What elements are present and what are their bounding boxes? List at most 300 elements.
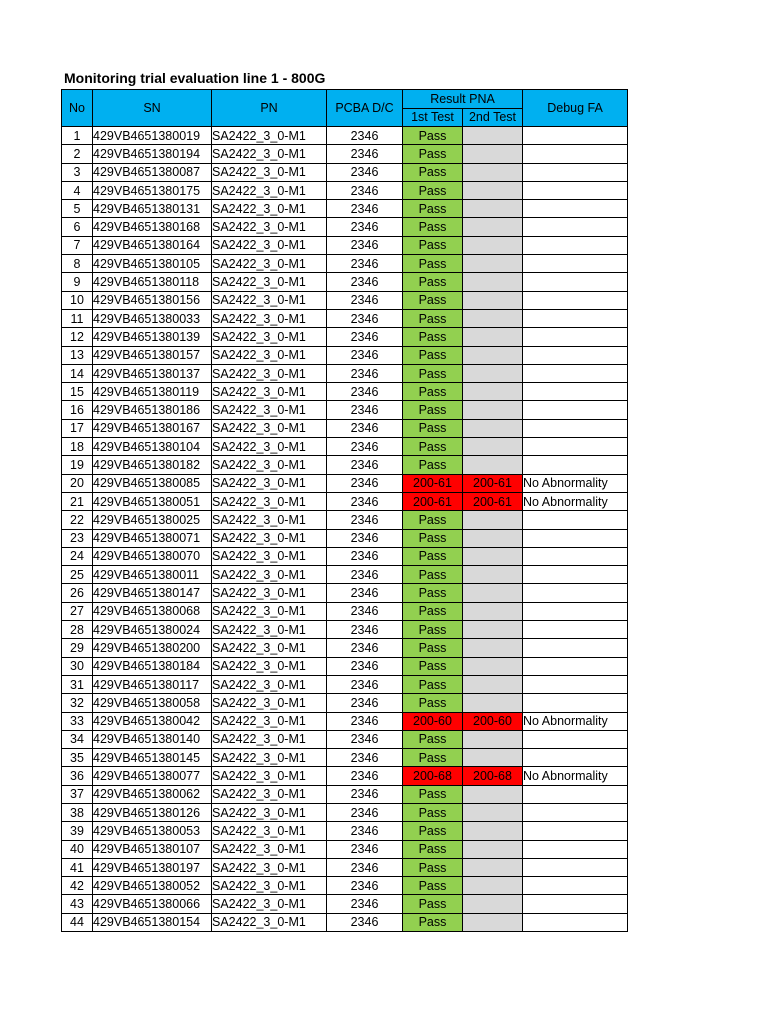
row-debug-fa-cell: [523, 657, 628, 675]
row-no-cell: 23: [62, 529, 93, 547]
row-pn-cell: SA2422_3_0-M1: [212, 529, 327, 547]
row-no-cell: 33: [62, 712, 93, 730]
row-debug-fa-cell: [523, 145, 628, 163]
row-debug-fa-cell: [523, 419, 628, 437]
row-1st-test-cell: Pass: [403, 785, 463, 803]
row-debug-fa-cell: [523, 822, 628, 840]
row-pn-cell: SA2422_3_0-M1: [212, 291, 327, 309]
row-sn-cell: 429VB4651380157: [93, 346, 212, 364]
row-pn-cell: SA2422_3_0-M1: [212, 639, 327, 657]
row-pn-cell: SA2422_3_0-M1: [212, 181, 327, 199]
row-no-cell: 37: [62, 785, 93, 803]
row-2nd-test-cell: [463, 803, 523, 821]
row-2nd-test-cell: [463, 730, 523, 748]
row-pcba-dc-cell: 2346: [327, 328, 403, 346]
row-debug-fa-cell: [523, 328, 628, 346]
table-row: [62, 822, 628, 840]
row-1st-test-cell: Pass: [403, 511, 463, 529]
row-debug-fa-cell: [523, 749, 628, 767]
row-1st-test-cell: 200-61: [403, 492, 463, 510]
row-2nd-test-cell: [463, 602, 523, 620]
row-debug-fa-cell: [523, 163, 628, 181]
row-sn-cell: 429VB4651380156: [93, 291, 212, 309]
row-pn-cell: SA2422_3_0-M1: [212, 364, 327, 382]
table-row: [62, 511, 628, 529]
row-2nd-test-cell: [463, 529, 523, 547]
row-1st-test-cell: Pass: [403, 730, 463, 748]
row-debug-fa-cell: No Abnormality: [523, 492, 628, 510]
row-sn-cell: 429VB4651380117: [93, 675, 212, 693]
row-sn-cell: 429VB4651380077: [93, 767, 212, 785]
row-pcba-dc-cell: 2346: [327, 803, 403, 821]
row-no-cell: 12: [62, 328, 93, 346]
table-row: [62, 364, 628, 382]
row-no-cell: 42: [62, 877, 93, 895]
row-2nd-test-cell: [463, 200, 523, 218]
row-debug-fa-cell: [523, 236, 628, 254]
table-row: [62, 328, 628, 346]
row-no-cell: 30: [62, 657, 93, 675]
row-1st-test-cell: Pass: [403, 803, 463, 821]
row-no-cell: 41: [62, 858, 93, 876]
row-sn-cell: 429VB4651380011: [93, 566, 212, 584]
row-pcba-dc-cell: 2346: [327, 163, 403, 181]
row-no-cell: 2: [62, 145, 93, 163]
row-pcba-dc-cell: 2346: [327, 621, 403, 639]
row-pn-cell: SA2422_3_0-M1: [212, 822, 327, 840]
row-no-cell: 26: [62, 584, 93, 602]
row-no-cell: 20: [62, 474, 93, 492]
row-1st-test-cell: Pass: [403, 236, 463, 254]
row-debug-fa-cell: [523, 401, 628, 419]
row-debug-fa-cell: No Abnormality: [523, 474, 628, 492]
row-1st-test-cell: Pass: [403, 309, 463, 327]
row-no-cell: 31: [62, 675, 93, 693]
row-debug-fa-cell: [523, 785, 628, 803]
row-pn-cell: SA2422_3_0-M1: [212, 675, 327, 693]
row-debug-fa-cell: [523, 547, 628, 565]
row-pn-cell: SA2422_3_0-M1: [212, 255, 327, 273]
row-debug-fa-cell: [523, 675, 628, 693]
row-pn-cell: SA2422_3_0-M1: [212, 803, 327, 821]
row-1st-test-cell: Pass: [403, 675, 463, 693]
row-pcba-dc-cell: 2346: [327, 529, 403, 547]
row-pn-cell: SA2422_3_0-M1: [212, 547, 327, 565]
row-no-cell: 15: [62, 383, 93, 401]
row-2nd-test-cell: [463, 438, 523, 456]
row-pn-cell: SA2422_3_0-M1: [212, 694, 327, 712]
row-debug-fa-cell: [523, 511, 628, 529]
table-body: [62, 127, 628, 932]
row-2nd-test-cell: [463, 913, 523, 931]
row-sn-cell: 429VB4651380186: [93, 401, 212, 419]
table-row: [62, 309, 628, 327]
row-sn-cell: 429VB4651380053: [93, 822, 212, 840]
row-sn-cell: 429VB4651380071: [93, 529, 212, 547]
row-pcba-dc-cell: 2346: [327, 675, 403, 693]
row-1st-test-cell: Pass: [403, 657, 463, 675]
row-sn-cell: 429VB4651380066: [93, 895, 212, 913]
row-debug-fa-cell: [523, 858, 628, 876]
row-debug-fa-cell: [523, 291, 628, 309]
row-pcba-dc-cell: 2346: [327, 438, 403, 456]
row-pn-cell: SA2422_3_0-M1: [212, 145, 327, 163]
row-pcba-dc-cell: 2346: [327, 383, 403, 401]
row-pcba-dc-cell: 2346: [327, 547, 403, 565]
row-sn-cell: 429VB4651380175: [93, 181, 212, 199]
row-1st-test-cell: Pass: [403, 566, 463, 584]
row-pn-cell: SA2422_3_0-M1: [212, 273, 327, 291]
row-debug-fa-cell: No Abnormality: [523, 767, 628, 785]
row-sn-cell: 429VB4651380051: [93, 492, 212, 510]
row-pn-cell: SA2422_3_0-M1: [212, 602, 327, 620]
row-2nd-test-cell: [463, 566, 523, 584]
row-2nd-test-cell: [463, 858, 523, 876]
row-no-cell: 19: [62, 456, 93, 474]
row-sn-cell: 429VB4651380137: [93, 364, 212, 382]
row-2nd-test-cell: [463, 291, 523, 309]
row-pcba-dc-cell: 2346: [327, 877, 403, 895]
row-pcba-dc-cell: 2346: [327, 822, 403, 840]
row-sn-cell: 429VB4651380058: [93, 694, 212, 712]
row-2nd-test-cell: [463, 401, 523, 419]
row-debug-fa-cell: [523, 877, 628, 895]
table-row: [62, 785, 628, 803]
row-1st-test-cell: Pass: [403, 456, 463, 474]
row-1st-test-cell: Pass: [403, 913, 463, 931]
header-debug-fa: Debug FA: [523, 90, 628, 127]
table-row: [62, 255, 628, 273]
row-2nd-test-cell: [463, 456, 523, 474]
row-debug-fa-cell: [523, 364, 628, 382]
row-no-cell: 36: [62, 767, 93, 785]
row-pcba-dc-cell: 2346: [327, 694, 403, 712]
row-no-cell: 6: [62, 218, 93, 236]
row-sn-cell: 429VB4651380052: [93, 877, 212, 895]
row-pn-cell: SA2422_3_0-M1: [212, 383, 327, 401]
row-no-cell: 39: [62, 822, 93, 840]
table-row: [62, 383, 628, 401]
row-1st-test-cell: Pass: [403, 639, 463, 657]
row-2nd-test-cell: [463, 877, 523, 895]
row-pcba-dc-cell: 2346: [327, 273, 403, 291]
row-1st-test-cell: Pass: [403, 145, 463, 163]
row-1st-test-cell: Pass: [403, 584, 463, 602]
row-pn-cell: SA2422_3_0-M1: [212, 895, 327, 913]
row-sn-cell: 429VB4651380070: [93, 547, 212, 565]
table-row: [62, 694, 628, 712]
row-2nd-test-cell: [463, 785, 523, 803]
row-pn-cell: SA2422_3_0-M1: [212, 218, 327, 236]
row-1st-test-cell: Pass: [403, 383, 463, 401]
row-1st-test-cell: Pass: [403, 547, 463, 565]
table-row: [62, 163, 628, 181]
row-debug-fa-cell: [523, 529, 628, 547]
row-sn-cell: 429VB4651380194: [93, 145, 212, 163]
row-1st-test-cell: Pass: [403, 364, 463, 382]
row-pcba-dc-cell: 2346: [327, 858, 403, 876]
row-sn-cell: 429VB4651380184: [93, 657, 212, 675]
row-debug-fa-cell: [523, 181, 628, 199]
row-debug-fa-cell: [523, 218, 628, 236]
row-no-cell: 7: [62, 236, 93, 254]
row-debug-fa-cell: No Abnormality: [523, 712, 628, 730]
row-no-cell: 28: [62, 621, 93, 639]
row-no-cell: 16: [62, 401, 93, 419]
row-debug-fa-cell: [523, 309, 628, 327]
row-1st-test-cell: Pass: [403, 401, 463, 419]
row-2nd-test-cell: [463, 383, 523, 401]
row-debug-fa-cell: [523, 456, 628, 474]
row-pcba-dc-cell: 2346: [327, 767, 403, 785]
table-row: [62, 566, 628, 584]
row-pcba-dc-cell: 2346: [327, 602, 403, 620]
table-row: [62, 913, 628, 931]
row-pn-cell: SA2422_3_0-M1: [212, 474, 327, 492]
row-1st-test-cell: 200-68: [403, 767, 463, 785]
row-sn-cell: 429VB4651380118: [93, 273, 212, 291]
row-pcba-dc-cell: 2346: [327, 419, 403, 437]
table-row: [62, 657, 628, 675]
row-1st-test-cell: Pass: [403, 858, 463, 876]
row-2nd-test-cell: [463, 694, 523, 712]
row-pcba-dc-cell: 2346: [327, 364, 403, 382]
row-2nd-test-cell: [463, 145, 523, 163]
table-header: [62, 90, 628, 127]
row-sn-cell: 429VB4651380119: [93, 383, 212, 401]
row-2nd-test-cell: [463, 236, 523, 254]
row-1st-test-cell: Pass: [403, 255, 463, 273]
row-2nd-test-cell: [463, 657, 523, 675]
row-pcba-dc-cell: 2346: [327, 145, 403, 163]
row-no-cell: 44: [62, 913, 93, 931]
row-debug-fa-cell: [523, 255, 628, 273]
row-no-cell: 35: [62, 749, 93, 767]
row-sn-cell: 429VB4651380131: [93, 200, 212, 218]
row-no-cell: 4: [62, 181, 93, 199]
header-pcba-dc: PCBA D/C: [327, 90, 403, 127]
row-2nd-test-cell: [463, 749, 523, 767]
row-sn-cell: 429VB4651380107: [93, 840, 212, 858]
row-no-cell: 27: [62, 602, 93, 620]
row-2nd-test-cell: [463, 621, 523, 639]
row-2nd-test-cell: [463, 547, 523, 565]
row-no-cell: 24: [62, 547, 93, 565]
row-2nd-test-cell: [463, 895, 523, 913]
row-no-cell: 25: [62, 566, 93, 584]
row-pcba-dc-cell: 2346: [327, 657, 403, 675]
row-2nd-test-cell: [463, 273, 523, 291]
table-row: [62, 218, 628, 236]
table-row: [62, 145, 628, 163]
row-pn-cell: SA2422_3_0-M1: [212, 913, 327, 931]
row-debug-fa-cell: [523, 346, 628, 364]
row-debug-fa-cell: [523, 200, 628, 218]
row-1st-test-cell: Pass: [403, 877, 463, 895]
table-row: [62, 767, 628, 785]
row-2nd-test-cell: 200-61: [463, 474, 523, 492]
row-debug-fa-cell: [523, 913, 628, 931]
row-debug-fa-cell: [523, 694, 628, 712]
row-debug-fa-cell: [523, 438, 628, 456]
table-row: [62, 346, 628, 364]
row-sn-cell: 429VB4651380168: [93, 218, 212, 236]
row-2nd-test-cell: [463, 364, 523, 382]
row-sn-cell: 429VB4651380025: [93, 511, 212, 529]
row-1st-test-cell: Pass: [403, 200, 463, 218]
row-pn-cell: SA2422_3_0-M1: [212, 401, 327, 419]
table-row: [62, 291, 628, 309]
row-sn-cell: 429VB4651380085: [93, 474, 212, 492]
row-1st-test-cell: Pass: [403, 419, 463, 437]
row-1st-test-cell: Pass: [403, 749, 463, 767]
row-pcba-dc-cell: 2346: [327, 566, 403, 584]
row-pcba-dc-cell: 2346: [327, 218, 403, 236]
row-pn-cell: SA2422_3_0-M1: [212, 767, 327, 785]
table-row: [62, 639, 628, 657]
row-pcba-dc-cell: 2346: [327, 255, 403, 273]
row-1st-test-cell: Pass: [403, 438, 463, 456]
row-pcba-dc-cell: 2346: [327, 236, 403, 254]
row-2nd-test-cell: [463, 584, 523, 602]
table-row: [62, 602, 628, 620]
row-sn-cell: 429VB4651380145: [93, 749, 212, 767]
table-row: [62, 474, 628, 492]
row-sn-cell: 429VB4651380182: [93, 456, 212, 474]
row-sn-cell: 429VB4651380197: [93, 858, 212, 876]
row-no-cell: 8: [62, 255, 93, 273]
table-row: [62, 749, 628, 767]
row-pn-cell: SA2422_3_0-M1: [212, 456, 327, 474]
row-debug-fa-cell: [523, 803, 628, 821]
row-1st-test-cell: Pass: [403, 694, 463, 712]
row-2nd-test-cell: [463, 309, 523, 327]
row-1st-test-cell: Pass: [403, 163, 463, 181]
row-1st-test-cell: Pass: [403, 895, 463, 913]
row-no-cell: 10: [62, 291, 93, 309]
row-pn-cell: SA2422_3_0-M1: [212, 492, 327, 510]
row-1st-test-cell: 200-61: [403, 474, 463, 492]
row-2nd-test-cell: [463, 639, 523, 657]
table-row: [62, 529, 628, 547]
row-1st-test-cell: Pass: [403, 602, 463, 620]
results-table: [61, 89, 628, 932]
row-1st-test-cell: Pass: [403, 291, 463, 309]
row-1st-test-cell: Pass: [403, 822, 463, 840]
row-2nd-test-cell: [463, 127, 523, 145]
row-1st-test-cell: Pass: [403, 328, 463, 346]
row-no-cell: 17: [62, 419, 93, 437]
row-pn-cell: SA2422_3_0-M1: [212, 163, 327, 181]
row-sn-cell: 429VB4651380167: [93, 419, 212, 437]
table-row: [62, 547, 628, 565]
row-pcba-dc-cell: 2346: [327, 895, 403, 913]
row-no-cell: 9: [62, 273, 93, 291]
row-pn-cell: SA2422_3_0-M1: [212, 346, 327, 364]
row-sn-cell: 429VB4651380024: [93, 621, 212, 639]
table-row: [62, 730, 628, 748]
row-no-cell: 34: [62, 730, 93, 748]
row-debug-fa-cell: [523, 840, 628, 858]
row-pcba-dc-cell: 2346: [327, 785, 403, 803]
row-pn-cell: SA2422_3_0-M1: [212, 236, 327, 254]
row-pcba-dc-cell: 2346: [327, 127, 403, 145]
row-pn-cell: SA2422_3_0-M1: [212, 566, 327, 584]
row-no-cell: 40: [62, 840, 93, 858]
row-debug-fa-cell: [523, 639, 628, 657]
row-no-cell: 38: [62, 803, 93, 821]
table-row: [62, 840, 628, 858]
row-pn-cell: SA2422_3_0-M1: [212, 858, 327, 876]
row-pcba-dc-cell: 2346: [327, 181, 403, 199]
row-1st-test-cell: Pass: [403, 529, 463, 547]
row-no-cell: 3: [62, 163, 93, 181]
row-sn-cell: 429VB4651380104: [93, 438, 212, 456]
row-pn-cell: SA2422_3_0-M1: [212, 328, 327, 346]
row-sn-cell: 429VB4651380087: [93, 163, 212, 181]
table-row: [62, 438, 628, 456]
row-2nd-test-cell: [463, 840, 523, 858]
row-sn-cell: 429VB4651380019: [93, 127, 212, 145]
row-pn-cell: SA2422_3_0-M1: [212, 749, 327, 767]
row-pcba-dc-cell: 2346: [327, 584, 403, 602]
table-row: [62, 200, 628, 218]
row-2nd-test-cell: [463, 255, 523, 273]
row-pn-cell: SA2422_3_0-M1: [212, 419, 327, 437]
row-2nd-test-cell: 200-60: [463, 712, 523, 730]
table-row: [62, 712, 628, 730]
row-sn-cell: 429VB4651380033: [93, 309, 212, 327]
row-sn-cell: 429VB4651380154: [93, 913, 212, 931]
row-2nd-test-cell: [463, 822, 523, 840]
row-pcba-dc-cell: 2346: [327, 474, 403, 492]
row-pn-cell: SA2422_3_0-M1: [212, 200, 327, 218]
header-2nd-test: 2nd Test: [463, 108, 523, 127]
row-1st-test-cell: Pass: [403, 181, 463, 199]
row-pn-cell: SA2422_3_0-M1: [212, 511, 327, 529]
row-2nd-test-cell: [463, 675, 523, 693]
row-1st-test-cell: Pass: [403, 218, 463, 236]
table-row: [62, 803, 628, 821]
row-2nd-test-cell: [463, 346, 523, 364]
row-pcba-dc-cell: 2346: [327, 492, 403, 510]
table-row: [62, 492, 628, 510]
table-row: [62, 273, 628, 291]
row-sn-cell: 429VB4651380105: [93, 255, 212, 273]
row-debug-fa-cell: [523, 621, 628, 639]
row-no-cell: 32: [62, 694, 93, 712]
row-debug-fa-cell: [523, 584, 628, 602]
table-row: [62, 621, 628, 639]
row-debug-fa-cell: [523, 895, 628, 913]
row-pcba-dc-cell: 2346: [327, 730, 403, 748]
header-pn: PN: [212, 90, 327, 127]
row-no-cell: 5: [62, 200, 93, 218]
page-title: Monitoring trial evaluation line 1 - 800G: [64, 70, 326, 86]
row-debug-fa-cell: [523, 730, 628, 748]
table-row: [62, 456, 628, 474]
row-pcba-dc-cell: 2346: [327, 200, 403, 218]
row-sn-cell: 429VB4651380062: [93, 785, 212, 803]
row-2nd-test-cell: 200-68: [463, 767, 523, 785]
header-1st-test: 1st Test: [403, 108, 463, 127]
header-no: No: [62, 90, 93, 127]
table-row: [62, 675, 628, 693]
row-sn-cell: 429VB4651380147: [93, 584, 212, 602]
row-no-cell: 14: [62, 364, 93, 382]
row-debug-fa-cell: [523, 602, 628, 620]
row-pn-cell: SA2422_3_0-M1: [212, 127, 327, 145]
